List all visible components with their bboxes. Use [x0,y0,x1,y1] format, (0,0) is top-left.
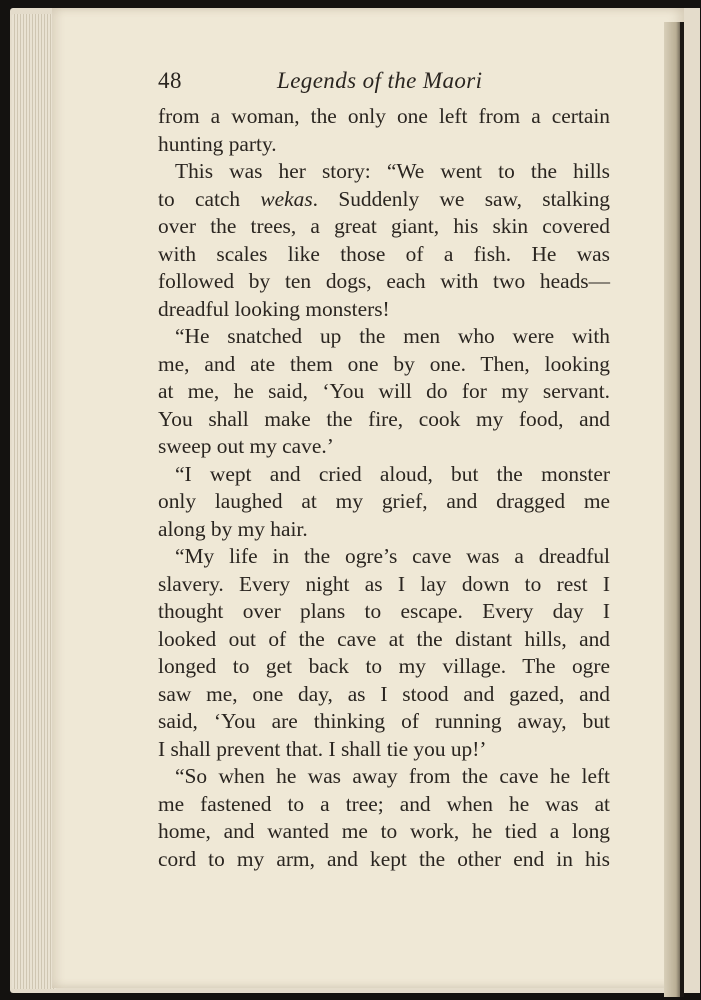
text-line: said, ‘You are thinking of running away, but [158,709,610,733]
running-head: Legends of the Maori [277,68,483,93]
text-line: slavery. Every night as I lay down to rest I [158,571,610,596]
text-line: dreadful looking monsters! [158,296,390,321]
text-line: I shall prevent that. I shall tie you up!’ [158,736,487,761]
text-line: at me, he said, ‘You will do for my servant. [158,379,610,403]
text-line: along by my hair. [158,516,308,541]
italic-word: wekas [260,186,313,211]
page-number: 48 [158,68,182,93]
text-line: from a woman, the only one left from a certain [158,104,610,128]
text-line: home, and wanted me to work, he tied a long [158,819,610,843]
text-line: me fastened to a tree; and when he was at [158,791,610,816]
text-line: longed to get back to my village. The ogre [158,654,610,678]
text-line: to catch wekas. Suddenly we saw, stalking [158,186,610,211]
text-line: only laughed at my grief, and dragged me [158,489,610,513]
text-line: looked out of the cave at the distant hills, and [158,626,610,651]
text-line: thought over plans to escape. Every day I [158,599,610,623]
text-line: hunting party. [158,131,277,156]
text-line: saw me, one day, as I stood and gazed, and [158,681,610,706]
text-line: “He snatched up the men who were with [175,324,610,348]
text-line: cord to my arm, and kept the other end in his [158,846,610,871]
text-line: followed by ten dogs, each with two heads— [158,269,610,293]
text-line: with scales like those of a fish. He was [158,241,610,266]
body-text [158,103,610,873]
text-line: “I wept and cried aloud, but the monster [175,461,610,486]
text-line: “So when he was away from the cave he left [175,764,610,788]
text-line: over the trees, a great giant, his skin covered [158,214,610,238]
page-edges [12,14,56,989]
page-header [158,68,618,100]
text-line: me, and ate them one by one. Then, looking [158,351,610,376]
text-line: “My life in the ogre’s cave was a dreadful [175,544,610,568]
text-line: This was her story: “We went to the hills [175,159,610,183]
text-line: You shall make the fire, cook my food, and [158,406,610,431]
gutter-shadow [680,22,684,997]
text-line: sweep out my cave.’ [158,434,334,458]
